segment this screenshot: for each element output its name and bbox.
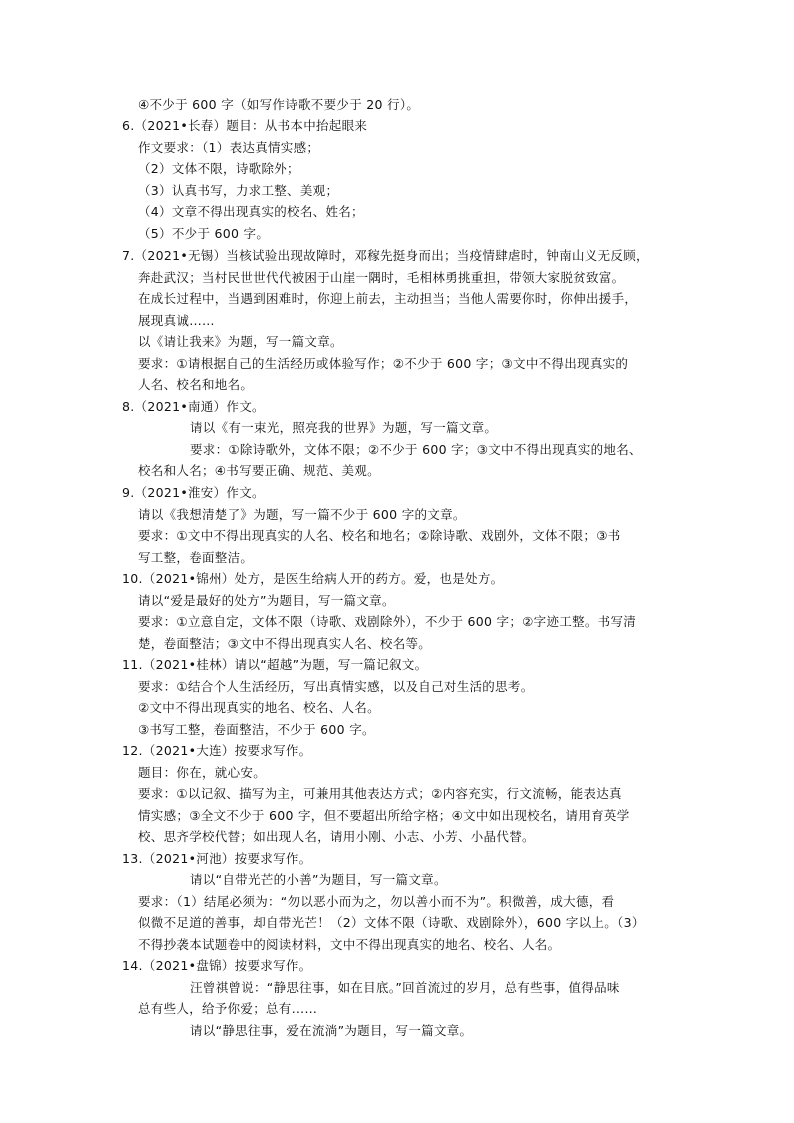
- text-line: 奔赴武汉；当村民世世代代被困于山崖一隅时，毛相林勇挑重担，带领大家脱贫致富。: [138, 270, 625, 285]
- text-line: 写工整，卷面整洁。: [138, 550, 254, 565]
- text-line: 作文要求：（1）表达真情实感；: [138, 140, 320, 155]
- question-13-title: 13.（2021•河池）按要求写作。: [122, 851, 312, 866]
- text-line: 请以“静思往事，爱在流淌”为题目，写一篇文章。: [190, 1023, 473, 1038]
- question-8-title: 8.（2021•南通）作文。: [122, 399, 265, 414]
- text-line: （5）不少于 600 字。: [138, 226, 270, 241]
- text-line: 要求：（1）结尾必须为：“勿以恶小而为之，勿以善小而不为”。积微善，成大德，看: [138, 894, 615, 909]
- text-line: 请以“爱是最好的处方”为题目，写一篇文章。: [138, 593, 395, 608]
- text-line: 请以《我想清楚了》为题，写一篇不少于 600 字的文章。: [138, 507, 466, 522]
- question-14-title: 14.（2021•盘锦）按要求写作。: [122, 958, 312, 973]
- text-line: 校、思齐学校代替；如出现人名，请用小刚、小志、小芳、小晶代替。: [138, 829, 535, 844]
- text-line: 校名和人名；④书写要正确、规范、美观。: [138, 463, 380, 478]
- question-6-title: 6.（2021•长春）题目：从书本中抬起眼来: [122, 118, 368, 133]
- text-line: 要求：①立意自定，文体不限（诗歌、戏剧除外），不少于 600 字；②字迹工整。书写清: [138, 614, 637, 629]
- text-line: 情实感；③全文不少于 600 字，但不要超出所给字格；④文中如出现校名，请用育英学: [138, 808, 630, 823]
- text-line: 请以《有一束光，照亮我的世界》为题，写一篇文章。: [190, 420, 498, 435]
- text-line: 似微不足道的善事，却自带光芒！（2）文体不限（诗歌、戏剧除外），600 字以上。（3）: [138, 915, 645, 930]
- question-9-title: 9.（2021•淮安）作文。: [122, 485, 265, 500]
- text-line: 不得抄袭本试题卷中的阅读材料，文中不得出现真实的地名、校名、人名。: [138, 937, 561, 952]
- text-line: ③书写工整，卷面整洁，不少于 600 字。: [138, 722, 375, 737]
- text-line: 要求：①请根据自己的生活经历或体验写作；②不少于 600 字；③文中不得出现真实的: [138, 356, 629, 371]
- question-7-title: 7.（2021•无锡）当核试验出现故障时，邓稼先挺身而出；当疫情肆虐时，钟南山义无反顾，: [122, 248, 649, 263]
- text-line: 要求：①结合个人生活经历，写出真情实感，以及自己对生活的思考。: [138, 679, 534, 694]
- text-line: 总有些人，给予你爱；总有……: [138, 1001, 318, 1016]
- text-line: ④不少于 600 字（如写作诗歌不要少于 20 行）。: [138, 97, 420, 112]
- text-line: ②文中不得出现真实的地名、校名、人名。: [138, 700, 380, 715]
- text-line: 要求：①文中不得出现真实的人名、校名和地名；②除诗歌、戏剧外，文体不限；③书: [138, 528, 621, 543]
- text-line: （2）文体不限，诗歌除外；: [138, 161, 300, 176]
- question-10-title: 10.（2021•锦州）处方，是医生给病人开的药方。爱，也是处方。: [122, 571, 504, 586]
- text-line: 以《请让我来》为题，写一篇文章。: [138, 334, 343, 349]
- text-line: 楚，卷面整洁；③文中不得出现真实人名、校名等。: [138, 636, 432, 651]
- text-line: 要求：①除诗歌外，文体不限；②不少于 600 字；③文中不得出现真实的地名、: [190, 442, 642, 457]
- text-line: 在成长过程中，当遇到困难时，你迎上前去，主动担当；当他人需要你时，你伸出援手，: [138, 291, 638, 306]
- text-line: 人名、校名和地名。: [138, 377, 254, 392]
- text-line: （3）认真书写，力求工整、美观；: [138, 183, 339, 198]
- text-line: （4）文章不得出现真实的校名、姓名；: [138, 204, 364, 219]
- question-12-title: 12.（2021•大连）按要求写作。: [122, 743, 312, 758]
- text-line: 汪曾祺曾说：“静思往事，如在目底。”回首流过的岁月，总有些事，值得品味: [190, 980, 620, 995]
- text-line: 要求：①以记叙、描写为主，可兼用其他表达方式；②内容充实，行文流畅，能表达真: [138, 786, 622, 801]
- text-line: 题目：你在，就心安。: [138, 765, 267, 780]
- question-11-title: 11.（2021•桂林）请以“超越”为题，写一篇记叙文。: [122, 657, 428, 672]
- text-line: 请以“自带光芒的小善”为题目，写一篇文章。: [190, 872, 447, 887]
- text-line: 展现真诚……: [138, 313, 215, 328]
